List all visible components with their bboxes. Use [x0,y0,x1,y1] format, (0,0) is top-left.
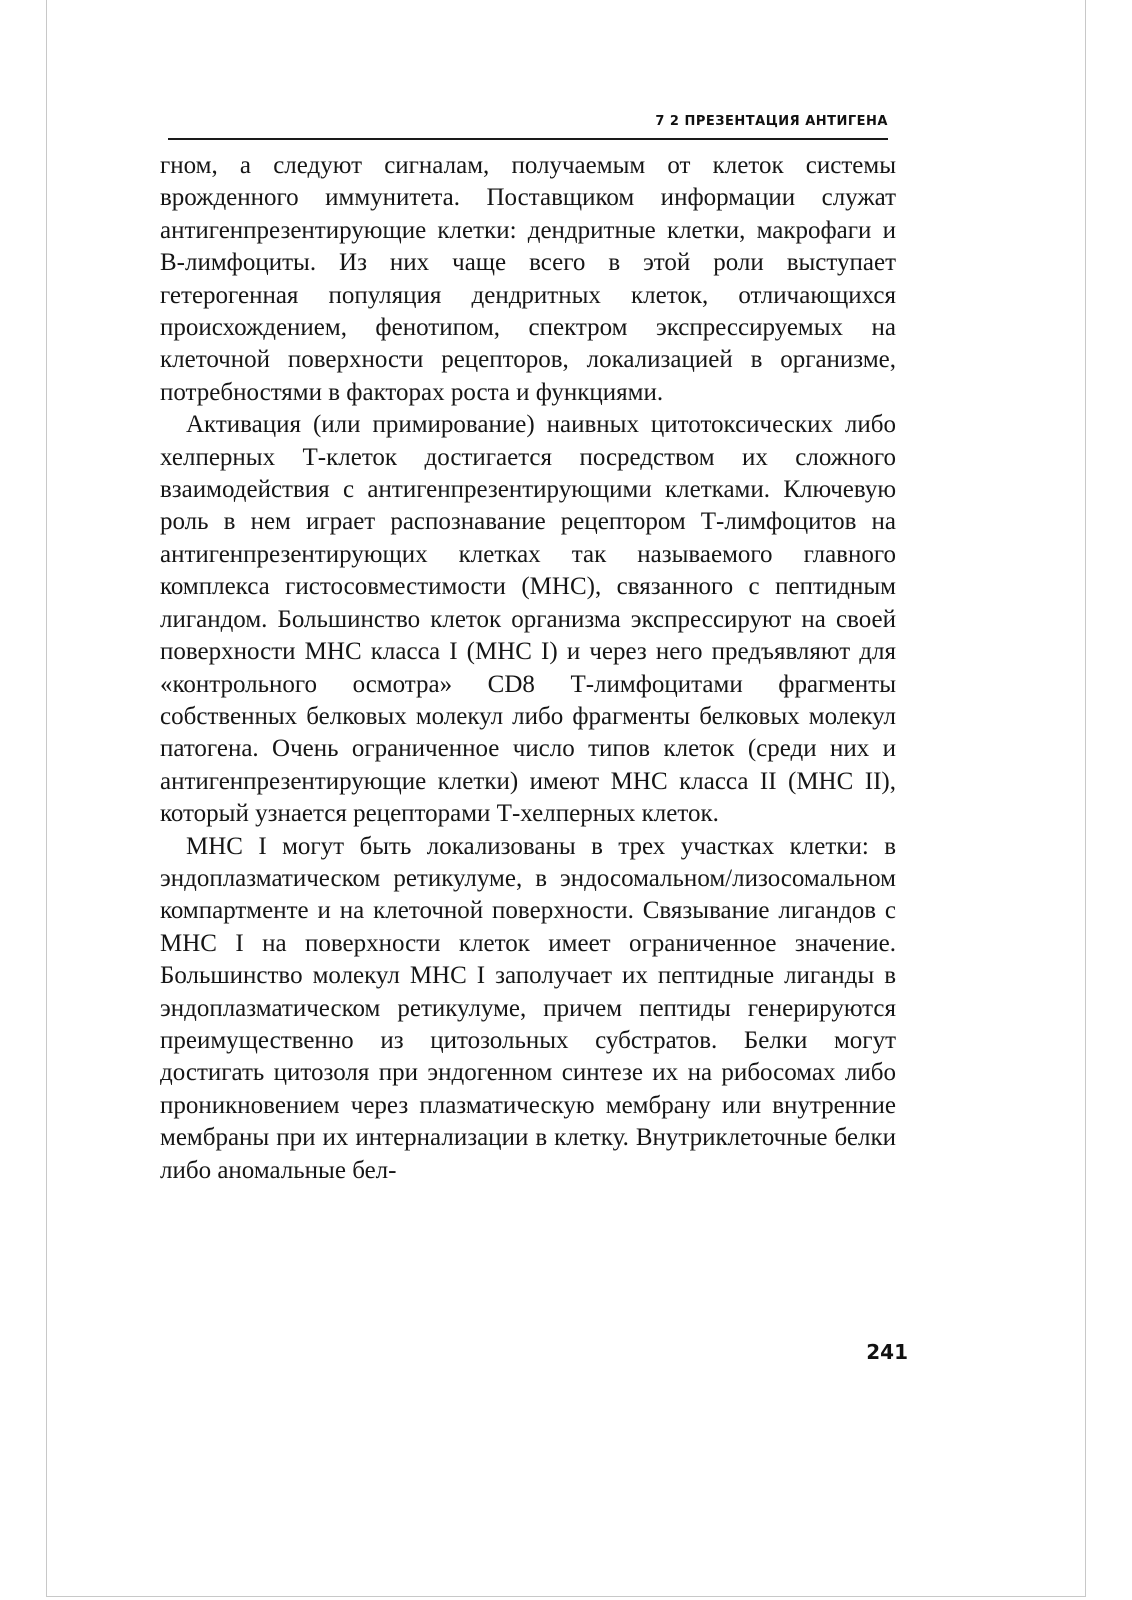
body-text [160,150,896,1187]
running-header [168,114,888,144]
paragraph-3: МНС I могут быть локализованы в трех участках клетки: в эндоплазматическом ретикулуме, в эндосомальном/лизосомальном компартменте и на клеточной поверхности. Связывание лигандов с МНС I на поверхности клеток имеет ограниченное значение. Большинство молекул МНС I заполучает их пептидные лиганды в эндоплазматическом ретикулуме, причем пептиды генерируются преимущественно из цитозольных субстратов. Белки могут достигать цитозоля при эндогенном синтезе их на рибосомах либо проникновением через плазматическую мембрану или внутренние мембраны при их интернализации в клетку. Внутриклеточные белки либо аномальные бел- [160,832,896,1184]
paragraph-1: гном, а следуют сигналам, получаемым от клеток системы врожденного иммунитета. Поставщиком информации служат антигенпрезентирующие клетки: дендритные клетки, макрофаги и В-лимфоциты. Из них чаще всего в этой роли выступает гетерогенная популяция дендритных клеток, отличающихся происхождением, фенотипом, спектром экспрессируемых на клеточной поверхности рецепторов, локализацией в организме, потребностями в факторах роста и функциями. [160,152,896,406]
running-header-title: 7 2 ПРЕЗЕНТАЦИЯ АНТИГЕНА [655,114,888,129]
page-number: 241 [866,1340,908,1364]
header-rule [168,138,888,140]
paragraph-2: Активация (или примирование) наивных цитотоксических либо хелперных Т-клеток достигается посредством их сложного взаимодействия с антигенпрезентирующими клетками. Ключевую роль в нем играет распознавание рецептором Т-лимфоцитов на антигенпрезентирующих клетках так называемого главного комплекса гистосовместимости (МНС), связанного с пептидным лигандом. Большинство клеток организма экспрессируют на своей поверхности МНС класса I (МНС I) и через него предъявляют для «контрольного осмотра» CD8 Т-лимфоцитами фрагменты собственных белковых молекул либо фрагменты белковых молекул патогена. Очень ограниченное число типов клеток (среди них и антигенпрезентирующие клетки) имеют МНС класса II (МНС II), который узнается рецепторами Т-хелперных клеток. [160,411,896,828]
